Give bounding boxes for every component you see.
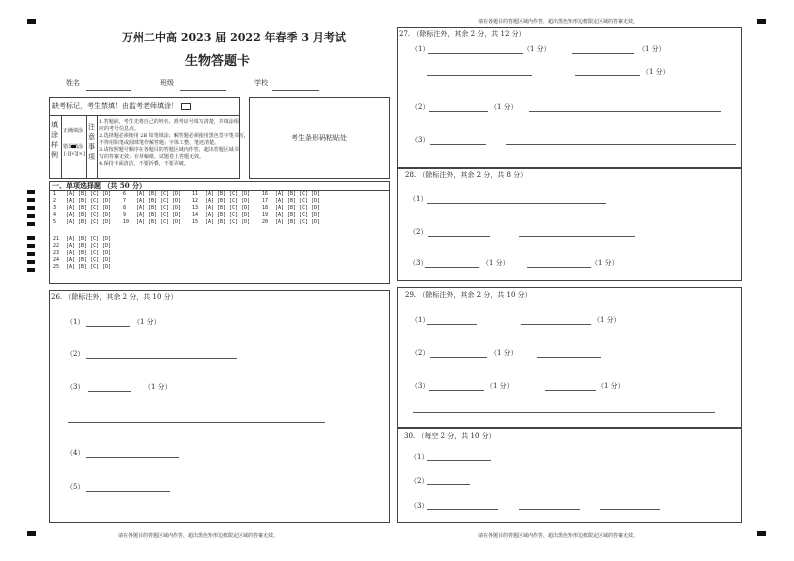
q29-section xyxy=(397,287,742,428)
timing-mark xyxy=(27,260,35,264)
q29-points-3a: （1 分） xyxy=(486,382,514,390)
choice-bubble-12-d[interactable]: [D] xyxy=(241,198,251,204)
q26-answer-2[interactable] xyxy=(86,358,237,359)
choice-row-22 xyxy=(53,243,114,250)
timing-mark xyxy=(27,214,35,218)
choice-bubble-14-d[interactable]: [D] xyxy=(241,212,251,218)
choice-bubble-21-b[interactable]: [B] xyxy=(78,236,88,242)
q29-answer-3a[interactable] xyxy=(429,390,484,391)
timing-mark xyxy=(27,190,35,194)
q28-answer-3b[interactable] xyxy=(527,267,591,268)
choice-bubble-5-d[interactable]: [D] xyxy=(102,219,112,225)
q26-answer-4[interactable] xyxy=(86,457,179,458)
choice-bubble-8-a[interactable]: [A] xyxy=(136,205,146,211)
exam-title: 万州二中高 2023 届 2022 年春季 3 月考试 xyxy=(122,31,346,44)
choice-bubble-16-a[interactable]: [A] xyxy=(275,191,285,197)
timing-mark xyxy=(27,198,35,202)
choice-number: 12 xyxy=(192,198,199,204)
choice-number: 15 xyxy=(192,219,199,225)
q27-points-2: （1 分） xyxy=(490,103,518,111)
q28-answer-1[interactable] xyxy=(427,203,606,204)
choice-bubble-7-b[interactable]: [B] xyxy=(148,198,158,204)
choice-number: 10 xyxy=(123,219,130,225)
q26-item-4: （4） xyxy=(66,449,85,457)
choice-bubble-24-c[interactable]: [C] xyxy=(90,257,100,263)
note-line: 写的答案无效；在草稿纸、试题卷上答题无效。 xyxy=(99,154,205,160)
choice-bubble-23-a[interactable]: [A] xyxy=(66,250,76,256)
choice-bubble-18-b[interactable]: [B] xyxy=(287,205,297,211)
info-panel xyxy=(49,97,249,179)
choice-row-16 xyxy=(262,191,323,198)
q28-item-3: （3） xyxy=(409,259,428,267)
choice-bubble-10-c[interactable]: [C] xyxy=(160,219,170,225)
choice-bubble-22-b[interactable]: [B] xyxy=(78,243,88,249)
choice-row-4 xyxy=(53,212,114,219)
choice-bubble-25-b[interactable]: [B] xyxy=(78,264,88,270)
choice-bubble-12-b[interactable]: [B] xyxy=(217,198,227,204)
q28-points-3b: （1 分） xyxy=(591,259,619,267)
choice-bubble-17-c[interactable]: [C] xyxy=(299,198,309,204)
q26-item-2: （2） xyxy=(66,350,85,358)
choice-bubble-15-c[interactable]: [C] xyxy=(229,219,239,225)
choice-bubble-16-c[interactable]: [C] xyxy=(299,191,309,197)
q27-answer-2a[interactable] xyxy=(429,111,488,112)
q27-item-1: （1） xyxy=(411,45,430,53)
choice-bubble-12-a[interactable]: [A] xyxy=(205,198,215,204)
choice-bubble-12-c[interactable]: [C] xyxy=(229,198,239,204)
choice-number: 13 xyxy=(192,205,199,211)
q30-item-1: （1） xyxy=(410,453,429,461)
q29-points-3b: （1 分） xyxy=(597,382,625,390)
q30-answer-3b[interactable] xyxy=(519,509,580,510)
choice-bubble-20-a[interactable]: [A] xyxy=(275,219,285,225)
choice-bubble-1-a[interactable]: [A] xyxy=(66,191,76,197)
timing-mark xyxy=(27,206,35,210)
q29-title: 29. （除标注外，其余 2 分，共 10 分） xyxy=(405,291,532,299)
choice-bubble-22-c[interactable]: [C] xyxy=(90,243,100,249)
choice-number: 21 xyxy=(53,236,60,242)
choice-bubble-2-c[interactable]: [C] xyxy=(90,198,100,204)
choice-bubble-19-d[interactable]: [D] xyxy=(311,212,321,218)
school-field[interactable] xyxy=(272,90,319,91)
choice-bubble-19-b[interactable]: [B] xyxy=(287,212,297,218)
choice-bubble-14-b[interactable]: [B] xyxy=(217,212,227,218)
choice-bubble-25-d[interactable]: [D] xyxy=(102,264,112,270)
choice-bubble-25-c[interactable]: [C] xyxy=(90,264,100,270)
choice-bubble-15-b[interactable]: [B] xyxy=(217,219,227,225)
choice-number: 3 xyxy=(53,205,57,211)
choice-bubble-18-c[interactable]: [C] xyxy=(299,205,309,211)
choice-bubble-15-d[interactable]: [D] xyxy=(241,219,251,225)
absent-mark-text: 缺考标记，考生禁填！由监考老师填涂！ xyxy=(52,102,178,110)
choice-bubble-3-b[interactable]: [B] xyxy=(78,205,88,211)
choice-row-7 xyxy=(123,198,184,205)
note-line: 2.选择题必须使用 2B 铅笔填涂；解答题必须使用黑色签字笔书写， xyxy=(99,133,249,139)
choice-bubble-16-b[interactable]: [B] xyxy=(287,191,297,197)
choice-bubble-3-c[interactable]: [C] xyxy=(90,205,100,211)
choice-row-6 xyxy=(123,191,184,198)
q30-answer-2[interactable] xyxy=(427,484,470,485)
q28-section xyxy=(397,168,742,281)
choice-bubble-2-b[interactable]: [B] xyxy=(78,198,88,204)
choice-bubble-13-b[interactable]: [B] xyxy=(217,205,227,211)
choice-number: 23 xyxy=(53,250,60,256)
choice-bubble-21-a[interactable]: [A] xyxy=(66,236,76,242)
q29-item-3: （3） xyxy=(411,382,430,390)
choice-bubble-2-a[interactable]: [A] xyxy=(66,198,76,204)
q29-answer-3c[interactable] xyxy=(413,412,715,413)
choice-bubble-24-a[interactable]: [A] xyxy=(66,257,76,263)
choice-bubble-11-b[interactable]: [B] xyxy=(217,191,227,197)
choice-number: 16 xyxy=(262,191,269,197)
choice-bubble-19-a[interactable]: [A] xyxy=(275,212,285,218)
q29-answer-1b[interactable] xyxy=(521,324,591,325)
choice-number: 8 xyxy=(123,205,127,211)
choice-bubble-16-d[interactable]: [D] xyxy=(311,191,321,197)
choice-bubble-22-a[interactable]: [A] xyxy=(66,243,76,249)
q27-answer-1d[interactable] xyxy=(575,75,640,76)
corner-mark-top-left xyxy=(27,19,36,24)
q29-item-1: （1） xyxy=(411,316,430,324)
choice-number: 24 xyxy=(53,257,60,263)
q29-points-1: （1 分） xyxy=(593,316,621,324)
name-field[interactable] xyxy=(86,90,131,91)
wrong-fill-sample: [-][√][×] xyxy=(64,151,85,157)
choice-bubble-15-a[interactable]: [A] xyxy=(205,219,215,225)
choice-bubble-7-c[interactable]: [C] xyxy=(160,198,170,204)
class-field[interactable] xyxy=(180,90,226,91)
choice-row-13 xyxy=(192,205,253,212)
q27-points-1b: （1 分） xyxy=(638,45,666,53)
choice-row-14 xyxy=(192,212,253,219)
q27-points-1d: （1 分） xyxy=(642,68,670,76)
class-label: 班级 xyxy=(160,79,174,87)
choice-number: 1 xyxy=(53,191,57,197)
choice-row-25 xyxy=(53,264,114,271)
choice-bubble-4-d[interactable]: [D] xyxy=(102,212,112,218)
choice-row-8 xyxy=(123,205,184,212)
choice-number: 5 xyxy=(53,219,57,225)
q29-answer-2b[interactable] xyxy=(537,357,601,358)
q30-item-3: （3） xyxy=(410,502,429,510)
choice-bubble-7-a[interactable]: [A] xyxy=(136,198,146,204)
q27-answer-1b[interactable] xyxy=(572,53,634,54)
choice-bubble-9-a[interactable]: [A] xyxy=(136,212,146,218)
correct-fill-label: 正确填涂 xyxy=(63,128,84,134)
note-line: 不得用铅笔或圆珠笔作解答题；字体工整、笔迹清楚。 xyxy=(99,140,220,146)
q30-answer-3c[interactable] xyxy=(600,509,660,510)
q30-item-2: （2） xyxy=(410,477,429,485)
choice-bubble-6-b[interactable]: [B] xyxy=(148,191,158,197)
wrong-fill-label: 错误填涂 xyxy=(63,144,84,150)
q26-item-3: （3） xyxy=(66,383,85,391)
choice-bubble-13-c[interactable]: [C] xyxy=(229,205,239,211)
q26-points-3: （1 分） xyxy=(144,383,172,391)
top-notice: 请在各题目的答题区域内作答，超出黑色矩形边框限定区域的答案无效。 xyxy=(478,19,639,25)
choice-bubble-24-b[interactable]: [B] xyxy=(78,257,88,263)
choice-row-17 xyxy=(262,198,323,205)
choice-bubble-8-c[interactable]: [C] xyxy=(160,205,170,211)
choice-bubble-8-b[interactable]: [B] xyxy=(148,205,158,211)
choice-bubble-20-d[interactable]: [D] xyxy=(311,219,321,225)
choice-bubble-5-b[interactable]: [B] xyxy=(78,219,88,225)
q29-answer-1a[interactable] xyxy=(427,324,477,325)
choice-number: 7 xyxy=(123,198,127,204)
q28-item-1: （1） xyxy=(409,195,428,203)
q27-answer-1a[interactable] xyxy=(428,53,523,54)
name-label: 姓名 xyxy=(66,79,80,87)
q26-answer-5[interactable] xyxy=(86,491,170,492)
choice-bubble-9-b[interactable]: [B] xyxy=(148,212,158,218)
choice-bubble-17-d[interactable]: [D] xyxy=(311,198,321,204)
choice-bubble-17-a[interactable]: [A] xyxy=(275,198,285,204)
choice-bubble-13-d[interactable]: [D] xyxy=(241,205,251,211)
note-line: 4.保持卡面清洁，不要折叠，不要弄破。 xyxy=(99,161,189,167)
q27-answer-3a[interactable] xyxy=(430,144,486,145)
choice-title: 一、单项选择题 （共 50 分） xyxy=(52,181,147,190)
absent-mark-box[interactable] xyxy=(181,103,191,110)
fill-example-label: 填涂样例 xyxy=(51,121,58,159)
corner-mark-bottom-right xyxy=(757,531,766,536)
q26-title: 26. （除标注外，其余 2 分，共 10 分） xyxy=(51,293,178,301)
timing-mark xyxy=(27,268,35,272)
q26-answer-3[interactable] xyxy=(88,391,131,392)
note-line: 3.请按照题号顺序在各题目的答题区域内作答，超出答题区域书 xyxy=(99,147,239,153)
choice-number: 18 xyxy=(262,205,269,211)
choice-bubble-8-d[interactable]: [D] xyxy=(172,205,182,211)
q30-title: 30. （每空 2 分，共 10 分） xyxy=(404,432,496,440)
corner-mark-top-right xyxy=(757,19,766,24)
choice-row-3 xyxy=(53,205,114,212)
q26-answer-3b[interactable] xyxy=(68,422,325,423)
choice-row-21 xyxy=(53,236,114,243)
q27-points-1a: （1 分） xyxy=(523,45,551,53)
choice-bubble-11-a[interactable]: [A] xyxy=(205,191,215,197)
note-line: 应的考号信息点。 xyxy=(99,126,140,132)
choice-bubble-6-d[interactable]: [D] xyxy=(172,191,182,197)
school-label: 学校 xyxy=(254,79,268,87)
choice-row-11 xyxy=(192,191,253,198)
q28-answer-2b[interactable] xyxy=(519,236,635,237)
choice-bubble-25-a[interactable]: [A] xyxy=(66,264,76,270)
choice-number: 9 xyxy=(123,212,127,218)
choice-row-10 xyxy=(123,219,184,226)
choice-bubble-6-a[interactable]: [A] xyxy=(136,191,146,197)
choice-bubble-23-d[interactable]: [D] xyxy=(102,250,112,256)
choice-bubble-20-c[interactable]: [C] xyxy=(299,219,309,225)
choice-bubble-3-d[interactable]: [D] xyxy=(102,205,112,211)
choice-bubble-23-c[interactable]: [C] xyxy=(90,250,100,256)
q29-item-2: （2） xyxy=(411,349,430,357)
barcode-area xyxy=(249,97,390,179)
sheet-title: 生物答题卡 xyxy=(185,54,251,69)
q26-points-1: （1 分） xyxy=(133,318,161,326)
q30-answer-3a[interactable] xyxy=(427,509,498,510)
choice-bubble-1-c[interactable]: [C] xyxy=(90,191,100,197)
choice-bubble-1-d[interactable]: [D] xyxy=(102,191,112,197)
q30-answer-1[interactable] xyxy=(427,460,491,461)
q28-points-3a: （1 分） xyxy=(482,259,510,267)
choice-bubble-9-c[interactable]: [C] xyxy=(160,212,170,218)
choice-bubble-21-d[interactable]: [D] xyxy=(102,236,112,242)
q28-answer-2a[interactable] xyxy=(428,236,490,237)
choice-bubble-5-c[interactable]: [C] xyxy=(90,219,100,225)
corner-mark-bottom-left xyxy=(27,531,36,536)
choice-number: 11 xyxy=(192,191,199,197)
q27-answer-3b[interactable] xyxy=(506,144,736,145)
q27-title: 27. （除标注外，其余 2 分，共 12 分） xyxy=(399,30,526,38)
note-line: 1.答题前，考生先将自己的姓名、准考证号填写清楚，并填涂相 xyxy=(99,119,239,125)
choice-number: 25 xyxy=(53,264,60,270)
choice-number: 17 xyxy=(262,198,269,204)
choice-bubble-19-c[interactable]: [C] xyxy=(299,212,309,218)
choice-row-5 xyxy=(53,219,114,226)
choice-bubble-9-d[interactable]: [D] xyxy=(172,212,182,218)
q27-answer-2b[interactable] xyxy=(529,111,721,112)
q27-item-3: （3） xyxy=(411,136,430,144)
timing-mark xyxy=(27,244,35,248)
q27-section xyxy=(397,27,742,168)
q29-answer-3b[interactable] xyxy=(545,390,596,391)
choice-bubble-10-a[interactable]: [A] xyxy=(136,219,146,225)
q29-answer-2a[interactable] xyxy=(430,357,487,358)
footer-notice-right: 请在各题目的答题区域内作答，超出黑色矩形边框限定区域的答案无效。 xyxy=(478,533,639,539)
choice-number: 6 xyxy=(123,191,127,197)
choice-bubble-13-a[interactable]: [A] xyxy=(205,205,215,211)
choice-number: 20 xyxy=(262,219,269,225)
q28-item-2: （2） xyxy=(409,228,428,236)
choice-bubble-14-c[interactable]: [C] xyxy=(229,212,239,218)
choice-row-9 xyxy=(123,212,184,219)
choice-bubble-3-a[interactable]: [A] xyxy=(66,205,76,211)
choice-bubble-1-b[interactable]: [B] xyxy=(78,191,88,197)
choice-bubble-18-d[interactable]: [D] xyxy=(311,205,321,211)
q30-section xyxy=(397,428,742,523)
choice-row-18 xyxy=(262,205,323,212)
choice-bubble-10-d[interactable]: [D] xyxy=(172,219,182,225)
choice-bubble-24-d[interactable]: [D] xyxy=(102,257,112,263)
barcode-label: 考生条形码粘贴处 xyxy=(291,134,347,142)
choice-bubble-6-c[interactable]: [C] xyxy=(160,191,170,197)
choice-bubble-22-d[interactable]: [D] xyxy=(102,243,112,249)
choice-row-2 xyxy=(53,198,114,205)
q27-answer-1c[interactable] xyxy=(427,75,532,76)
choice-bubble-11-c[interactable]: [C] xyxy=(229,191,239,197)
choice-row-15 xyxy=(192,219,253,226)
choice-number: 4 xyxy=(53,212,57,218)
q26-item-1: （1） xyxy=(66,318,85,326)
q26-item-5: （5） xyxy=(66,483,85,491)
choice-bubble-18-a[interactable]: [A] xyxy=(275,205,285,211)
timing-mark xyxy=(27,236,35,240)
choice-bubble-23-b[interactable]: [B] xyxy=(78,250,88,256)
notes-label: 注意事项 xyxy=(88,123,95,161)
q28-answer-3a[interactable] xyxy=(425,267,479,268)
choice-bubble-2-d[interactable]: [D] xyxy=(102,198,112,204)
q26-answer-1[interactable] xyxy=(86,326,130,327)
q27-item-2: （2） xyxy=(411,103,430,111)
choice-row-23 xyxy=(53,250,114,257)
choice-bubble-5-a[interactable]: [A] xyxy=(66,219,76,225)
choice-bubble-4-c[interactable]: [C] xyxy=(90,212,100,218)
choice-row-20 xyxy=(262,219,323,226)
choice-number: 2 xyxy=(53,198,57,204)
choice-row-1 xyxy=(53,191,114,198)
choice-bubble-17-b[interactable]: [B] xyxy=(287,198,297,204)
timing-mark xyxy=(27,222,35,226)
choice-bubble-11-d[interactable]: [D] xyxy=(241,191,251,197)
choice-row-19 xyxy=(262,212,323,219)
choice-bubble-10-b[interactable]: [B] xyxy=(148,219,158,225)
q28-title: 28. （除标注外，其余 2 分，共 8 分） xyxy=(405,171,528,179)
choice-bubble-7-d[interactable]: [D] xyxy=(172,198,182,204)
timing-mark xyxy=(27,252,35,256)
choice-number: 19 xyxy=(262,212,269,218)
choice-bubble-21-c[interactable]: [C] xyxy=(90,236,100,242)
choice-number: 22 xyxy=(53,243,60,249)
choice-row-24 xyxy=(53,257,114,264)
q26-section xyxy=(49,290,390,523)
footer-notice-left: 请在各题目的答题区域内作答，超出黑色矩形边框限定区域的答案无效。 xyxy=(118,533,279,539)
choice-bubble-20-b[interactable]: [B] xyxy=(287,219,297,225)
choice-section xyxy=(49,181,390,284)
choice-row-12 xyxy=(192,198,253,205)
choice-bubble-14-a[interactable]: [A] xyxy=(205,212,215,218)
choice-number: 14 xyxy=(192,212,199,218)
q29-points-2: （1 分） xyxy=(490,349,518,357)
choice-bubble-4-a[interactable]: [A] xyxy=(66,212,76,218)
choice-bubble-4-b[interactable]: [B] xyxy=(78,212,88,218)
